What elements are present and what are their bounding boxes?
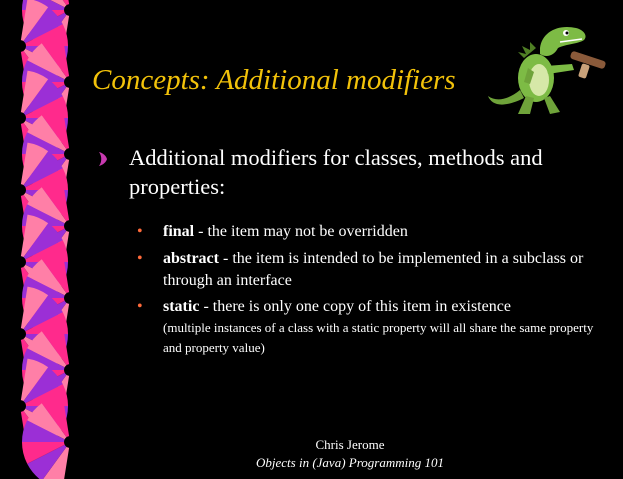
modifier-keyword: abstract: [163, 250, 219, 267]
modifier-description: - the item is intended to be implemented in a subclass or through an interface: [163, 250, 584, 289]
slide-title: Concepts: Additional modifiers: [92, 64, 456, 96]
modifier-description: - there is only one copy of this item in existence: [199, 298, 511, 315]
sub-bullet-icon: •: [137, 298, 143, 315]
sub-bullet-icon: •: [137, 250, 143, 267]
list-item-final: [163, 221, 603, 243]
footer-course: Objects in (Java) Programming 101: [256, 455, 444, 470]
main-point: Additional modifiers for classes, methods and properties:: [129, 145, 543, 199]
fan-border-decoration: [0, 0, 90, 479]
modifier-keyword: final: [163, 223, 195, 240]
wedge-bullet-icon: [99, 152, 107, 166]
static-note: (multiple instances of a class with a static property will all share the same property and property value): [163, 320, 594, 355]
list-item-abstract: [163, 248, 603, 292]
footer-author: Chris Jerome: [315, 437, 385, 452]
list-item-static: [163, 296, 603, 358]
modifier-keyword: static: [163, 298, 200, 315]
sub-bullet-icon: •: [137, 223, 143, 240]
lizard-mascot-icon: [484, 18, 612, 118]
modifier-description: - the item may not be overridden: [194, 223, 408, 240]
